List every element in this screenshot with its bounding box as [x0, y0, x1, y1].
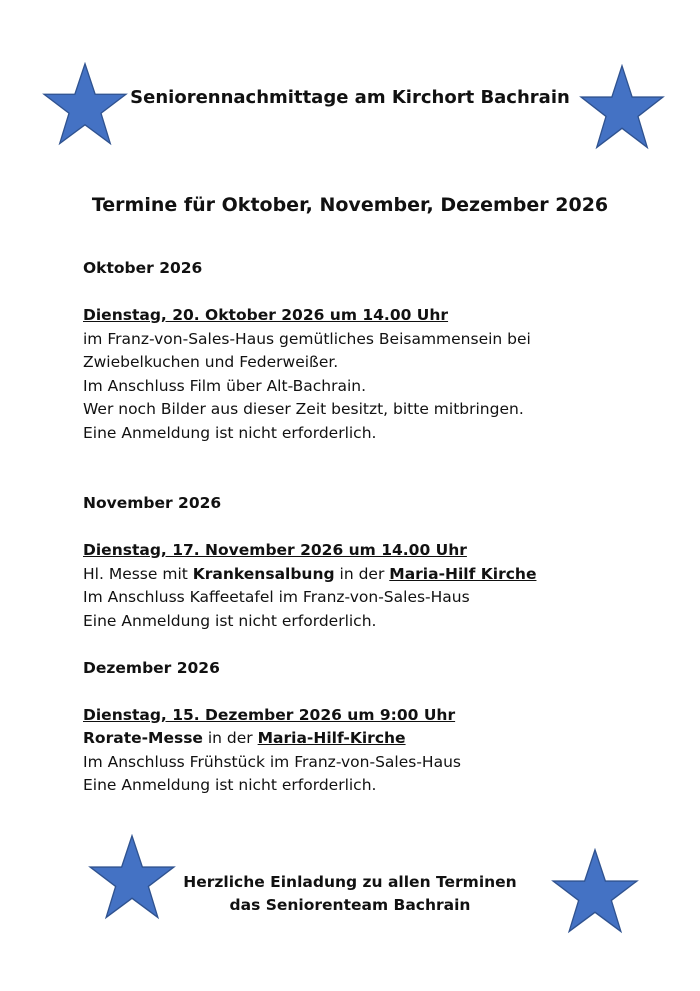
event-line: Zwiebelkuchen und Federweißer. — [83, 353, 339, 371]
event-date: Dienstag, 15. Dezember 2026 um 9:00 Uhr — [83, 705, 456, 724]
mass-emphasis: Krankensalbung — [192, 564, 335, 583]
event-date: Dienstag, 20. Oktober 2026 um 14.00 Uhr — [83, 306, 449, 324]
mass-line — [83, 563, 643, 587]
section-dezember — [83, 657, 643, 798]
event-line: Wer noch Bilder aus dieser Zeit besitzt, bitte mitbringen. — [83, 400, 524, 418]
event-date: Dienstag, 17. November 2026 um 14.00 Uhr — [83, 541, 467, 559]
mass-emphasis: Rorate-Messe — [83, 729, 203, 747]
footer-line1: Herzliche Einladung zu allen Terminen — [183, 873, 517, 891]
section-month: November 2026 — [83, 494, 222, 512]
mass-middle: in der — [334, 564, 390, 583]
section-oktober — [83, 257, 643, 445]
footer-line2: das Seniorenteam Bachrain — [229, 896, 471, 914]
event-line: Im Anschluss Film über Alt-Bachrain. — [83, 376, 367, 395]
mass-middle: in der — [202, 729, 258, 747]
mass-prefix: Hl. Messe mit — [83, 564, 193, 583]
events-content — [83, 257, 643, 798]
event-line: Im Anschluss Frühstück im Franz-von-Sales-Haus — [83, 752, 461, 771]
star-icon-bottom-right — [551, 848, 639, 934]
event-line: Eine Anmeldung ist nicht erforderlich. — [83, 611, 377, 630]
page-title: Seniorennachmittage am Kirchort Bachrain — [130, 87, 570, 108]
church-name: Maria-Hilf Kirche — [389, 564, 537, 583]
mass-line — [83, 727, 643, 751]
event-line: Eine Anmeldung ist nicht erforderlich. — [83, 776, 377, 794]
church-name: Maria-Hilf-Kirche — [257, 729, 406, 747]
event-line: Eine Anmeldung ist nicht erforderlich. — [83, 423, 377, 442]
page-subtitle: Termine für Oktober, November, Dezember 2026 — [91, 194, 609, 216]
section-month: Dezember 2026 — [83, 658, 220, 677]
event-line: im Franz-von-Sales-Haus gemütliches Beisammensein bei — [83, 329, 531, 348]
section-month: Oktober 2026 — [83, 259, 203, 277]
footer-invitation — [150, 871, 550, 917]
event-line: Im Anschluss Kaffeetafel im Franz-von-Sales-Haus — [83, 588, 470, 606]
section-november — [83, 492, 643, 633]
